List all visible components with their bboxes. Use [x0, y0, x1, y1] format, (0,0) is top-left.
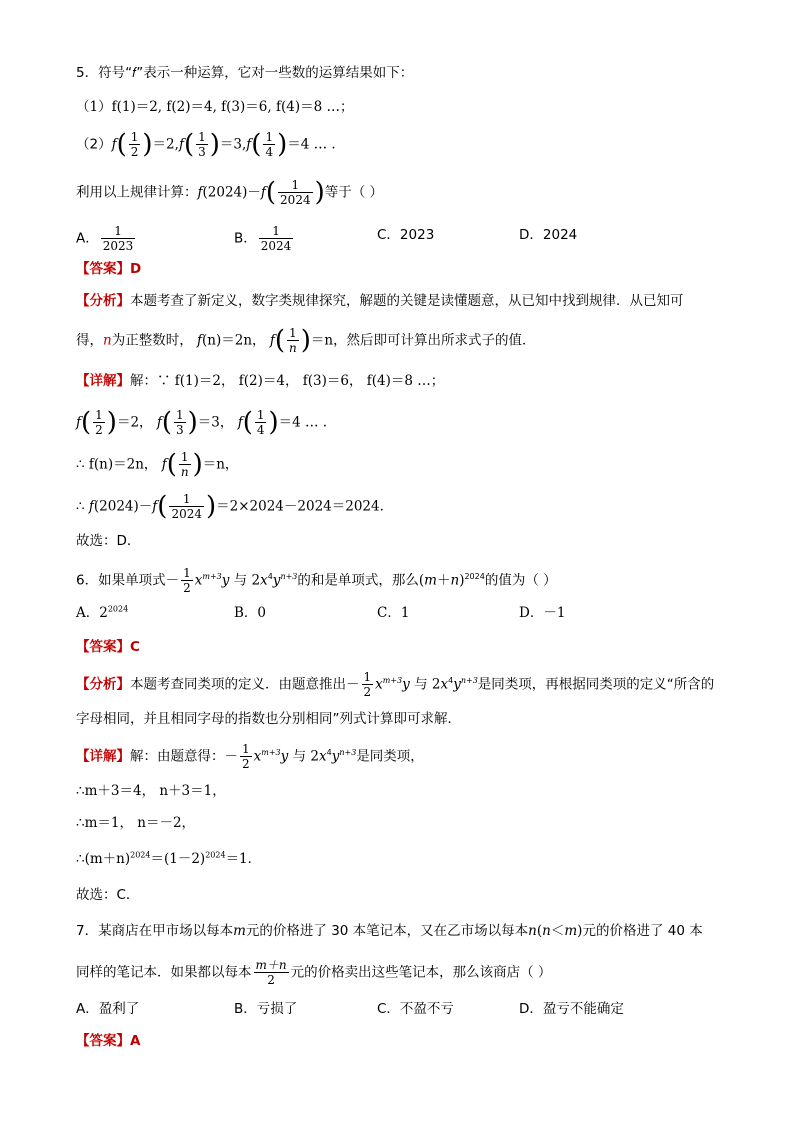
q6-stem: 6．如果单项式－ $\frac{1}{2}$ $x^{m+3}y$ 与 $2x^4y^{n+3}$的和是单项式，那么$(m+n)^{2024}$的值为（ ）: [76, 566, 557, 595]
q6-detail-4: $\therefore(m+n)^{2024}=(1-2)^{2024}=1$．: [76, 850, 262, 867]
q6-option-c: C．1: [377, 605, 410, 621]
q6-analysis-2: 字母相同，并且相同字母的指数也分别相同”列式计算即可求解．: [76, 711, 461, 727]
q7-stem-2: 同样的笔记本．如果都以每本 $\frac{m+n}{2}$ 元的价格卖出这些笔记本，那么该商店（ ）: [76, 958, 552, 987]
q6-detail-1: 【详解】解：由题意得：－ $\frac{1}{2}$ $x^{m+3}y$ 与 $2x^4y^{n+3}$是同类项，: [76, 742, 424, 771]
q5-analysis-1: 【分析】本题考查了新定义，数字类规律探究，解题的关键是读懂题意，从已知中找到规律．从已知可: [76, 293, 684, 309]
q5-option-d: D．2024: [519, 227, 578, 243]
q5-detail-2: f( $\frac{1}{2}$ )＝2， f( $\frac{1}{3}$ )＝3， f( $\frac{1}{4}$ )＝4 … .: [76, 407, 328, 438]
q5-item1: （1）f(1)＝2, f(2)＝4, f(3)＝6, f(4)＝8 …；: [76, 99, 354, 115]
q5-detail-1: 【详解】解：∵ f(1)＝2， f(2)＝4， f(3)＝6， f(4)＝8 …；: [76, 373, 445, 389]
q5-analysis-2: 得，n为正整数时， f(n)＝2n， f( $\frac{1}{n}$ )＝n，然后即可计算出所求式子的值．: [76, 325, 536, 356]
q6-option-b: B．0: [234, 605, 267, 621]
q5-answer: 【答案】D: [76, 261, 142, 277]
q7-stem-1: 7．某商店在甲市场以每本m元的价格进了 30 本笔记本，又在乙市场以每本n(n＜m)元的价格进了 40 本: [76, 923, 703, 939]
q5-detail-3: ∴ f(n)＝2n， f( $\frac{1}{n}$ )＝n，: [76, 449, 239, 480]
q5-conclusion: 故选：D．: [76, 533, 141, 549]
q7-answer: 【答案】A: [76, 1033, 141, 1049]
q6-detail-2: ∴m＋3＝4， n＋3＝1，: [76, 783, 226, 799]
q5-ask: 利用以上规律计算：f(2024)－f( $\frac{1}{2024}$ )等于（ ）: [76, 177, 384, 208]
q6-option-a: A．$2^{2024}$: [76, 604, 129, 621]
q5-detail-4: ∴ f(2024)－f( $\frac{1}{2024}$ )＝2×2024－2024＝2024．: [76, 491, 394, 522]
q7-option-d: D．盈亏不能确定: [519, 1001, 624, 1017]
q5-item2: （2）f( $\frac{1}{2}$ )＝2,f( $\frac{1}{3}$ )＝3,f( $\frac{1}{4}$ )＝4 … .: [76, 129, 336, 160]
q6-option-d: D．－1: [519, 605, 566, 621]
q7-option-c: C．不盈不亏: [377, 1001, 454, 1017]
q5-option-b: B． $\frac{1}{2024}$: [234, 224, 292, 253]
q5-stem: 5．符号“𝑓”表示一种运算，它对一些数的运算结果如下：: [76, 65, 414, 81]
q7-option-b: B．亏损了: [234, 1001, 298, 1017]
q7-option-a: A．盈利了: [76, 1001, 140, 1017]
q6-conclusion: 故选：C．: [76, 887, 140, 903]
q6-analysis-1: 【分析】本题考查同类项的定义．由题意推出－ $\frac{1}{2}$ $x^{m+3}y$ 与 $2x^4y^{n+3}$是同类项，再根据同类项的定义“所含的: [76, 670, 715, 699]
q5-option-a: A． $\frac{1}{2023}$: [76, 224, 134, 253]
q6-detail-3: ∴m＝1， n＝－2，: [76, 815, 196, 831]
q5-option-c: C．2023: [377, 227, 435, 243]
q6-answer: 【答案】C: [76, 639, 140, 655]
